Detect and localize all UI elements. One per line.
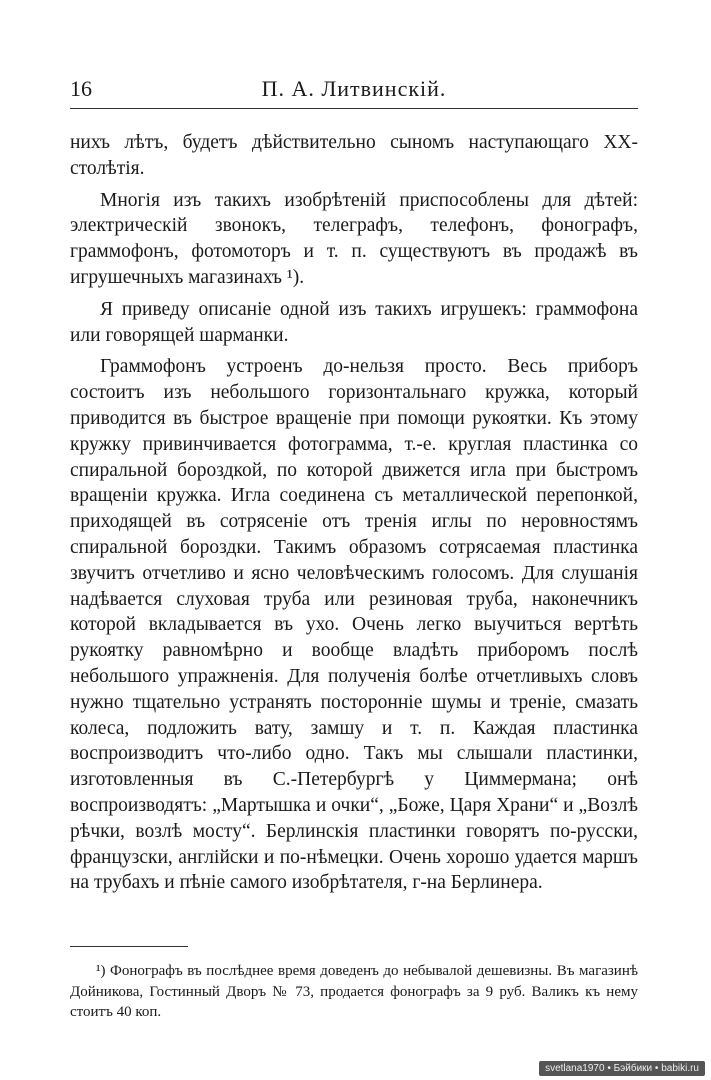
page-header (70, 68, 638, 108)
book-page (70, 68, 638, 1023)
header-rule (70, 108, 638, 109)
paragraph: Граммофонъ устроенъ до-нельзя просто. Весь приборъ состоитъ изъ небольшого горизонтальнаго кружка, который приводится въ быстрое вращеніе при помощи рукоятки. Къ этому кружку привинчивается фотограмма, т.-е. круглая пластинка со спиральной бороздкой, по которой движется игла при быстромъ вращеніи кружка. Игла соединена съ металлической перепонкой, приходящей въ сотрясеніе отъ тренія иглы по неровностямъ спиральной бороздки. Такимъ образомъ сотрясаемая пластинка звучитъ отчетливо и ясно человѣческимъ голосомъ. Для слушанія надѣвается слуховая труба или резиновая труба, наконечникъ которой вкладывается въ ухо. Очень легко выучиться вертѣть рукоятку равномѣрно и вообще владѣть приборомъ послѣ небольшого упражненія. Для полученія болѣе отчетливыхъ словъ нужно тщательно устранять посторонніе шумы и треніе, смазать колеса, подложить вату, замшу и т. п. Каждая пластинка воспроизводитъ что-либо одно. Такъ мы слышали пластинки, изготовленныя въ С.-Петербургѣ у Циммермана; онѣ воспроизводятъ: „Мартышка и очки“, „Боже, Царя Храни“ и „Возлѣ рѣчки, возлѣ мосту“. Берлинскія пластинки говорятъ по-русски, французски, англійски и по-нѣмецки. Очень хорошо удается маршъ на трубахъ и пѣніе самого изобрѣтателя, г-на Берлинера. (70, 356, 638, 894)
paragraph: нихъ лѣтъ, будетъ дѣйствительно сыномъ наступающаго XX-столѣтія. (70, 132, 638, 179)
page-number: 16 (70, 76, 92, 101)
footnote-rule (70, 946, 188, 947)
footnote: ¹) Фонографъ въ послѣднее время доведенъ до небывалой дешевизны. Въ магазинѣ Дойникова, Гостинный Дворъ № 73, продается фонографъ за 9 руб. Валикъ къ нему стоитъ 40 коп. (70, 963, 638, 1021)
running-head: П. А. Литвинскій. (261, 76, 447, 101)
paragraph: Многія изъ такихъ изобрѣтеній приспособлены для дѣтей: электрическій звонокъ, телеграфъ, телефонъ, фонографъ, граммофонъ, фотомоторъ и т. п. существуютъ въ продажѣ въ игрушечныхъ магазинахъ ¹). (70, 189, 638, 288)
paragraph: Я приведу описаніе одной изъ такихъ игрушекъ: граммофона или говорящей шарманки. (70, 298, 638, 346)
site-watermark: svetlana1970 • Бэйбики • babiki.ru (539, 1061, 705, 1076)
body-text (70, 130, 638, 896)
